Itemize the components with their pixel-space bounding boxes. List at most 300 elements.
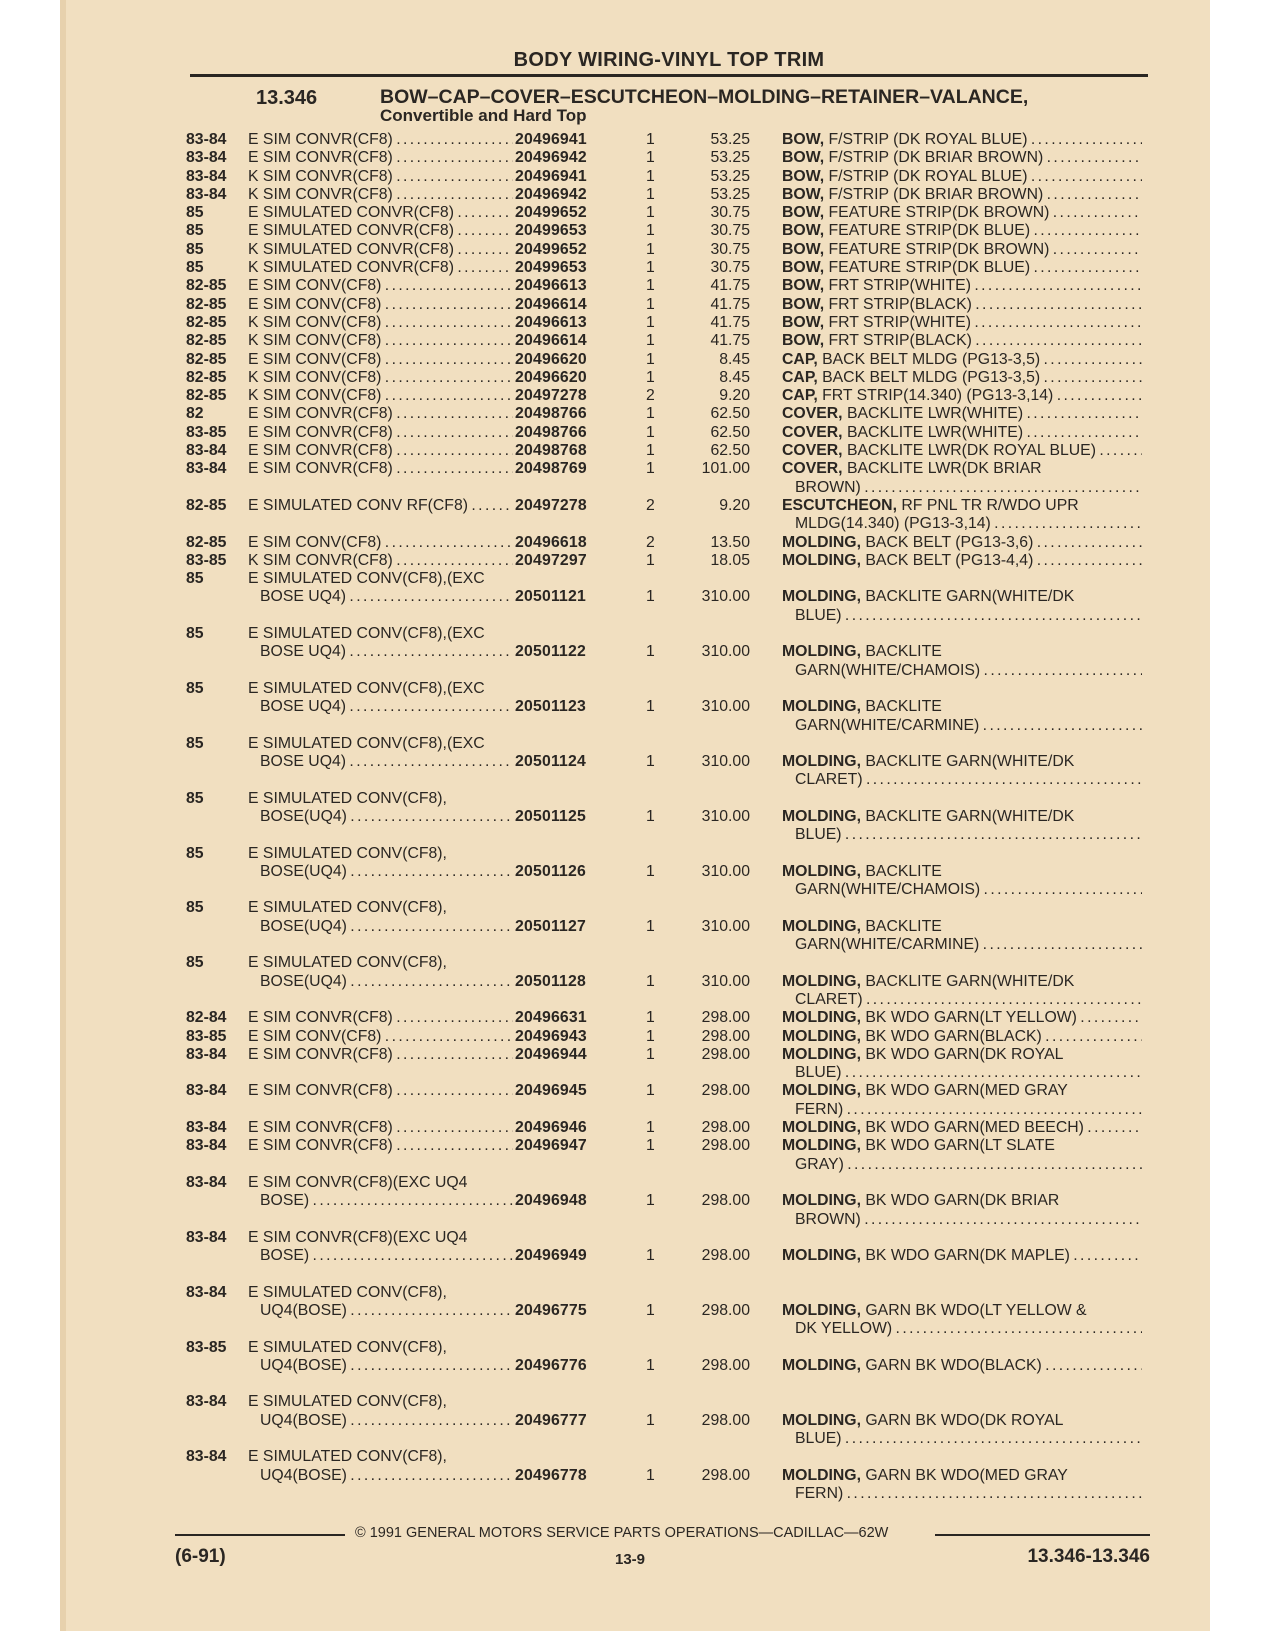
model-description: E SIM CONVR(CF8) . . . (248, 1137, 513, 1156)
table-row (186, 551, 1148, 570)
part-name: MOLDING, (782, 1356, 861, 1374)
model-years: 82-85 (186, 295, 227, 313)
part-description (782, 241, 1142, 260)
part-name: MOLDING, (782, 972, 861, 990)
part-number: 20496942 (515, 185, 587, 203)
table-row (186, 625, 1148, 680)
part-name: MOLDING, (782, 753, 861, 771)
part-number: 20496943 (515, 1027, 587, 1045)
model-years: 85 (186, 570, 204, 588)
price: 298.00 (701, 1411, 750, 1429)
quantity: 1 (646, 295, 655, 313)
part-detail: BACKLITE GARN(WHITE/DK (860, 753, 1075, 771)
part-description (782, 1302, 1142, 1321)
quantity: 2 (646, 496, 655, 514)
part-description (782, 149, 1142, 168)
model-years: 83-85 (186, 1027, 227, 1045)
part-number: 20498766 (515, 423, 587, 441)
model-years: 83-85 (186, 423, 227, 441)
table-row (186, 131, 1148, 149)
quantity: 1 (646, 149, 655, 167)
model-years: 82-84 (186, 1009, 227, 1027)
quantity: 1 (646, 1411, 655, 1429)
part-name: BOW, (782, 185, 825, 203)
price: 310.00 (701, 807, 750, 825)
price: 53.25 (710, 149, 750, 167)
part-description-cont: FERN) . . . (795, 1101, 1142, 1120)
model-description: E SIMULATED CONV(CF8),(EXC (248, 625, 485, 643)
quantity: 1 (646, 259, 655, 277)
price: 30.75 (710, 259, 750, 277)
table-row (186, 899, 1148, 954)
model-years: 83-85 (186, 1338, 227, 1356)
part-description-cont: GRAY) . . . (795, 1156, 1142, 1175)
quantity: 1 (646, 350, 655, 368)
table-row (186, 350, 1148, 369)
part-detail: GARN BK WDO(MED GRAY (860, 1466, 1068, 1484)
model-description: E SIM CONVR(CF8) . . . (248, 1009, 513, 1028)
part-description (782, 1467, 1142, 1486)
model-description-cont: BOSE UQ4) . . . (260, 698, 513, 717)
quantity: 1 (646, 204, 655, 222)
quantity: 1 (646, 862, 655, 880)
table-row (186, 1338, 1148, 1394)
model-years: 85 (186, 204, 204, 222)
quantity: 1 (646, 1082, 655, 1100)
part-number: 20496946 (515, 1119, 587, 1137)
part-name: MOLDING, (782, 1302, 861, 1319)
model-description: E SIMULATED CONV(CF8), (248, 1283, 447, 1301)
quantity: 1 (646, 917, 655, 935)
quantity: 1 (646, 1009, 655, 1027)
part-description (782, 460, 1142, 479)
part-number: 20497297 (515, 551, 587, 569)
part-name: CAP, (782, 387, 818, 405)
price: 30.75 (710, 222, 750, 240)
quantity: 1 (646, 1302, 655, 1319)
price: 310.00 (701, 972, 750, 990)
price: 41.75 (710, 277, 750, 295)
model-years: 85 (186, 259, 204, 277)
part-name: MOLDING, (782, 1466, 861, 1484)
model-years: 83-84 (186, 1045, 227, 1063)
quantity: 2 (646, 387, 655, 405)
table-row (186, 1119, 1148, 1137)
price: 41.75 (710, 332, 750, 350)
model-description: E SIMULATED CONV(CF8), (248, 954, 447, 972)
quantity: 1 (646, 313, 655, 331)
model-years: 85 (186, 789, 204, 807)
part-detail: BACKLITE (860, 917, 942, 935)
model-description-cont: BOSE(UQ4) . . . (260, 973, 513, 992)
table-row (186, 1027, 1148, 1046)
price: 310.00 (701, 588, 750, 606)
model-description: K SIM CONVR(CF8) . . . (248, 168, 513, 187)
section-heading (190, 87, 1148, 133)
table-row (186, 149, 1148, 167)
part-description (782, 1412, 1142, 1431)
part-detail: BK WDO GARN(BLACK) (860, 1027, 1042, 1045)
quantity: 1 (646, 423, 655, 441)
table-row (186, 570, 1148, 625)
model-description: E SIM CONVR(CF8) . . . (248, 149, 513, 168)
part-description (782, 442, 1142, 461)
quantity: 1 (646, 1466, 655, 1484)
part-name: BOW, (782, 167, 825, 185)
price: 298.00 (701, 1082, 750, 1100)
part-name: BOW, (782, 131, 825, 148)
quantity: 1 (646, 131, 655, 148)
part-number: 20496942 (515, 149, 587, 167)
part-number: 20496776 (515, 1356, 587, 1374)
price: 62.50 (710, 423, 750, 441)
model-years: 85 (186, 899, 204, 917)
part-description-cont: BROWN) . . . (795, 479, 1142, 498)
part-name: MOLDING, (782, 1027, 861, 1045)
table-row (186, 1009, 1148, 1027)
part-name: BOW, (782, 149, 825, 167)
part-number: 20496778 (515, 1466, 587, 1484)
part-name: MOLDING, (782, 1247, 861, 1265)
model-years: 85 (186, 240, 204, 258)
quantity: 1 (646, 368, 655, 386)
price: 30.75 (710, 204, 750, 222)
part-number: 20501123 (515, 698, 587, 716)
part-description (782, 1009, 1142, 1028)
part-detail: BK WDO GARN(DK ROYAL (860, 1045, 1064, 1063)
part-name: BOW, (782, 313, 825, 331)
part-detail: BACKLITE LWR(WHITE) (842, 405, 1024, 423)
part-description (782, 387, 1142, 406)
part-description (782, 259, 1142, 278)
price: 62.50 (710, 405, 750, 423)
part-detail: BACK BELT (PG13-4,4) (860, 551, 1034, 569)
table-row (186, 1448, 1148, 1503)
part-name: MOLDING, (782, 1082, 861, 1100)
quantity: 1 (646, 1119, 655, 1137)
part-name: MOLDING, (782, 1411, 861, 1429)
part-description (782, 405, 1142, 424)
quantity: 1 (646, 222, 655, 240)
part-detail: FRT STRIP(BLACK) (824, 295, 972, 313)
table-row (186, 1082, 1148, 1119)
price: 41.75 (710, 313, 750, 331)
part-detail: BK WDO GARN(MED GRAY (860, 1082, 1068, 1100)
part-number: 20496948 (515, 1192, 587, 1210)
model-description: E SIMULATED CONV RF(CF8) . . . (248, 497, 513, 516)
part-detail: GARN BK WDO(DK ROYAL (860, 1411, 1064, 1429)
page-header-title: BODY WIRING-VINYL TOP TRIM (513, 49, 825, 71)
part-description-cont: BLUE) . . . (795, 826, 1142, 845)
model-years: 85 (186, 625, 204, 643)
model-description: K SIM CONV(CF8) . . . (248, 369, 513, 388)
table-row (186, 332, 1148, 350)
part-number: 20497278 (515, 387, 587, 405)
part-detail: BK WDO GARN(LT SLATE (860, 1137, 1055, 1155)
model-description-cont: BOSE(UQ4) . . . (260, 918, 513, 937)
price: 298.00 (701, 1009, 750, 1027)
model-years: 85 (186, 954, 204, 972)
model-description: K SIM CONV(CF8) . . . (248, 387, 513, 406)
price: 41.75 (710, 295, 750, 313)
part-detail: F/STRIP (DK BRIAR BROWN) (824, 149, 1044, 167)
part-detail: BACKLITE LWR(DK BRIAR (842, 460, 1042, 478)
part-detail: BACK BELT MLDG (PG13-3,5) (817, 368, 1041, 386)
part-number: 20499653 (515, 222, 587, 240)
model-description-cont: UQ4(BOSE) . . . (260, 1357, 513, 1376)
part-name: MOLDING, (782, 1045, 861, 1063)
quantity: 1 (646, 588, 655, 606)
footer-copyright: © 1991 GENERAL MOTORS SERVICE PARTS OPERATIONS—CADILLAC—62W (355, 1525, 889, 1541)
part-detail: FRT STRIP(WHITE) (824, 277, 971, 295)
table-row (186, 295, 1148, 314)
part-detail: RF PNL TR R/WDO UPR (896, 496, 1079, 514)
model-description: K SIM CONV(CF8) . . . (248, 332, 513, 351)
table-row (186, 204, 1148, 222)
part-description (782, 168, 1142, 187)
quantity: 1 (646, 1045, 655, 1063)
model-description-cont: BOSE(UQ4) . . . (260, 863, 513, 882)
part-detail: F/STRIP (DK ROYAL BLUE) (824, 131, 1028, 148)
part-name: CAP, (782, 368, 818, 386)
quantity: 1 (646, 551, 655, 569)
part-number: 20501121 (515, 588, 587, 606)
part-detail: FRT STRIP(BLACK) (824, 332, 972, 350)
section-number: 13.346 (256, 87, 318, 109)
model-years: 83-84 (186, 1393, 227, 1411)
part-number: 20501124 (515, 753, 587, 771)
footer-rule-right (935, 1534, 1150, 1536)
model-years: 82 (186, 405, 204, 423)
model-description: E SIMULATED CONV(CF8), (248, 1338, 447, 1356)
part-detail: FEATURE STRIP(DK BROWN) (824, 240, 1050, 258)
model-description: E SIMULATED CONVR(CF8) . . . (248, 222, 513, 241)
quantity: 1 (646, 240, 655, 258)
part-name: MOLDING, (782, 807, 861, 825)
model-years: 85 (186, 734, 204, 752)
part-name: BOW, (782, 277, 825, 295)
part-name: COVER, (782, 460, 843, 478)
model-years: 83-84 (186, 1137, 227, 1155)
part-description (782, 863, 1142, 882)
model-description-cont: UQ4(BOSE) . . . (260, 1302, 513, 1321)
price: 298.00 (701, 1045, 750, 1063)
part-detail: BK WDO GARN(MED BEECH) (860, 1119, 1084, 1137)
part-number: 20496941 (515, 131, 587, 148)
part-name: MOLDING, (782, 698, 861, 716)
footer-page-number: 13-9 (615, 1551, 646, 1568)
part-description (782, 277, 1142, 296)
part-name: MOLDING, (782, 1192, 861, 1210)
model-years: 82-85 (186, 332, 227, 350)
model-description-cont: UQ4(BOSE) . . . (260, 1412, 513, 1431)
model-description: E SIM CONVR(CF8) . . . (248, 442, 513, 461)
part-number: 20501126 (515, 862, 587, 880)
model-years: 85 (186, 844, 204, 862)
model-description: E SIMULATED CONVR(CF8) . . . (248, 204, 513, 223)
part-description (782, 534, 1142, 553)
part-number: 20496949 (515, 1247, 587, 1265)
part-name: BOW, (782, 204, 825, 222)
part-name: BOW, (782, 259, 825, 277)
part-number: 20496614 (515, 295, 587, 313)
table-row (186, 277, 1148, 295)
price: 298.00 (701, 1466, 750, 1484)
part-number: 20496631 (515, 1009, 587, 1027)
model-description: E SIMULATED CONV(CF8), (248, 1393, 447, 1411)
part-description (782, 351, 1142, 370)
part-detail: BK WDO GARN(DK MAPLE) (860, 1247, 1070, 1265)
part-description (782, 1247, 1142, 1266)
quantity: 1 (646, 807, 655, 825)
model-description: E SIM CONVR(CF8)(EXC UQ4 (248, 1173, 468, 1191)
part-description (782, 332, 1142, 351)
part-detail: GARN BK WDO(LT YELLOW & (860, 1302, 1087, 1319)
model-description: E SIM CONVR(CF8)(EXC UQ4 (248, 1228, 468, 1246)
part-number: 20501125 (515, 807, 587, 825)
part-description-cont: MLDG(14.340) (PG13-3,14) . . . (795, 515, 1142, 534)
table-row (186, 1283, 1148, 1339)
quantity: 1 (646, 185, 655, 203)
model-description: E SIMULATED CONV(CF8),(EXC (248, 734, 485, 752)
model-description: E SIM CONVR(CF8) . . . (248, 1082, 513, 1101)
part-number: 20501122 (515, 643, 587, 661)
price: 8.45 (719, 350, 750, 368)
price: 298.00 (701, 1137, 750, 1155)
table-row (186, 954, 1148, 1009)
quantity: 1 (646, 972, 655, 990)
part-number: 20497278 (515, 496, 587, 514)
table-row (186, 387, 1148, 405)
model-description: K SIMULATED CONVR(CF8) . . . (248, 241, 513, 260)
section-subtitle: Convertible and Hard Top (380, 106, 587, 125)
price: 53.25 (710, 131, 750, 148)
part-description-cont: GARN(WHITE/CHAMOIS) . . . (795, 881, 1142, 900)
part-description (782, 204, 1142, 223)
price: 310.00 (701, 917, 750, 935)
part-number: 20499652 (515, 240, 587, 258)
part-description-cont: BLUE) . . . (795, 607, 1142, 626)
part-number: 20498768 (515, 442, 587, 460)
part-name: MOLDING, (782, 917, 861, 935)
part-detail: BACKLITE (860, 698, 942, 716)
price: 18.05 (710, 551, 750, 569)
part-detail: BACK BELT (PG13-3,6) (860, 533, 1034, 551)
part-name: COVER, (782, 442, 843, 460)
part-detail: BACK BELT MLDG (PG13-3,5) (817, 350, 1041, 368)
model-description: E SIMULATED CONV(CF8), (248, 789, 447, 807)
part-description (782, 1119, 1142, 1138)
model-description: E SIM CONV(CF8) . . . (248, 534, 513, 553)
part-description-cont: FERN) . . . (795, 1485, 1142, 1504)
part-description (782, 186, 1142, 205)
table-row (186, 1228, 1148, 1284)
table-row (186, 1045, 1148, 1083)
part-number: 20496941 (515, 167, 587, 185)
quantity: 1 (646, 1027, 655, 1045)
part-name: MOLDING, (782, 1119, 861, 1137)
table-row (186, 1137, 1148, 1174)
catalog-sheet (186, 48, 1148, 1503)
model-years: 83-84 (186, 1173, 227, 1191)
model-years: 82-85 (186, 496, 227, 514)
part-name: BOW, (782, 240, 825, 258)
quantity: 1 (646, 332, 655, 350)
part-number: 20496620 (515, 368, 587, 386)
model-description: E SIM CONV(CF8) . . . (248, 351, 513, 370)
part-number: 20498769 (515, 460, 587, 478)
model-description: E SIMULATED CONV(CF8), (248, 899, 447, 917)
part-description-cont: GARN(WHITE/CARMINE) . . . (795, 717, 1142, 736)
model-description: E SIM CONVR(CF8) . . . (248, 1119, 513, 1138)
quantity: 1 (646, 753, 655, 771)
model-years: 83-84 (186, 460, 227, 478)
part-detail: BK WDO GARN(DK BRIAR (860, 1192, 1060, 1210)
table-row (186, 259, 1148, 277)
part-description (782, 369, 1142, 388)
part-number: 20496944 (515, 1045, 587, 1063)
part-description-cont: GARN(WHITE/CHAMOIS) . . . (795, 662, 1142, 681)
part-name: ESCUTCHEON, (782, 496, 897, 514)
model-years: 83-84 (186, 149, 227, 167)
part-detail: BACKLITE LWR(DK ROYAL BLUE) (842, 442, 1096, 460)
part-detail: F/STRIP (DK ROYAL BLUE) (824, 167, 1028, 185)
price: 310.00 (701, 643, 750, 661)
part-detail: BK WDO GARN(LT YELLOW) (860, 1009, 1077, 1027)
part-name: COVER, (782, 405, 843, 423)
quantity: 1 (646, 167, 655, 185)
model-description: E SIM CONVR(CF8) . . . (248, 405, 513, 424)
part-number: 20496618 (515, 533, 587, 551)
table-row (186, 1393, 1148, 1448)
part-description (782, 808, 1142, 827)
table-row (186, 844, 1148, 900)
part-detail: BACKLITE (860, 862, 942, 880)
model-years: 83-85 (186, 551, 227, 569)
part-detail: FRT STRIP(WHITE) (824, 313, 971, 331)
part-description (782, 222, 1142, 241)
price: 298.00 (701, 1247, 750, 1265)
quantity: 2 (646, 533, 655, 551)
table-row (186, 313, 1148, 332)
part-description-cont: BROWN) . . . (795, 1211, 1142, 1230)
part-name: MOLDING, (782, 1009, 861, 1027)
part-name: CAP, (782, 350, 818, 368)
price: 101.00 (701, 460, 750, 478)
model-description-cont: BOSE UQ4) . . . (260, 588, 513, 607)
part-name: BOW, (782, 332, 825, 350)
part-detail: F/STRIP (DK BRIAR BROWN) (824, 185, 1044, 203)
table-row (186, 167, 1148, 186)
part-description-cont: CLARET) . . . (795, 991, 1142, 1010)
part-description (782, 1046, 1142, 1065)
price: 62.50 (710, 442, 750, 460)
price: 53.25 (710, 185, 750, 203)
model-description: E SIM CONVR(CF8) . . . (248, 1046, 513, 1065)
part-number: 20496614 (515, 332, 587, 350)
price: 298.00 (701, 1356, 750, 1374)
model-years: 83-84 (186, 185, 227, 203)
model-years: 82-85 (186, 277, 227, 295)
model-description: E SIM CONVR(CF8) . . . (248, 424, 513, 443)
model-years: 83-84 (186, 1082, 227, 1100)
part-number: 20496947 (515, 1137, 587, 1155)
part-detail: FEATURE STRIP(DK BROWN) (824, 204, 1050, 222)
part-number: 20499653 (515, 259, 587, 277)
table-row (186, 1173, 1148, 1229)
price: 298.00 (701, 1302, 750, 1319)
part-detail: BACKLITE GARN(WHITE/DK (860, 588, 1075, 606)
